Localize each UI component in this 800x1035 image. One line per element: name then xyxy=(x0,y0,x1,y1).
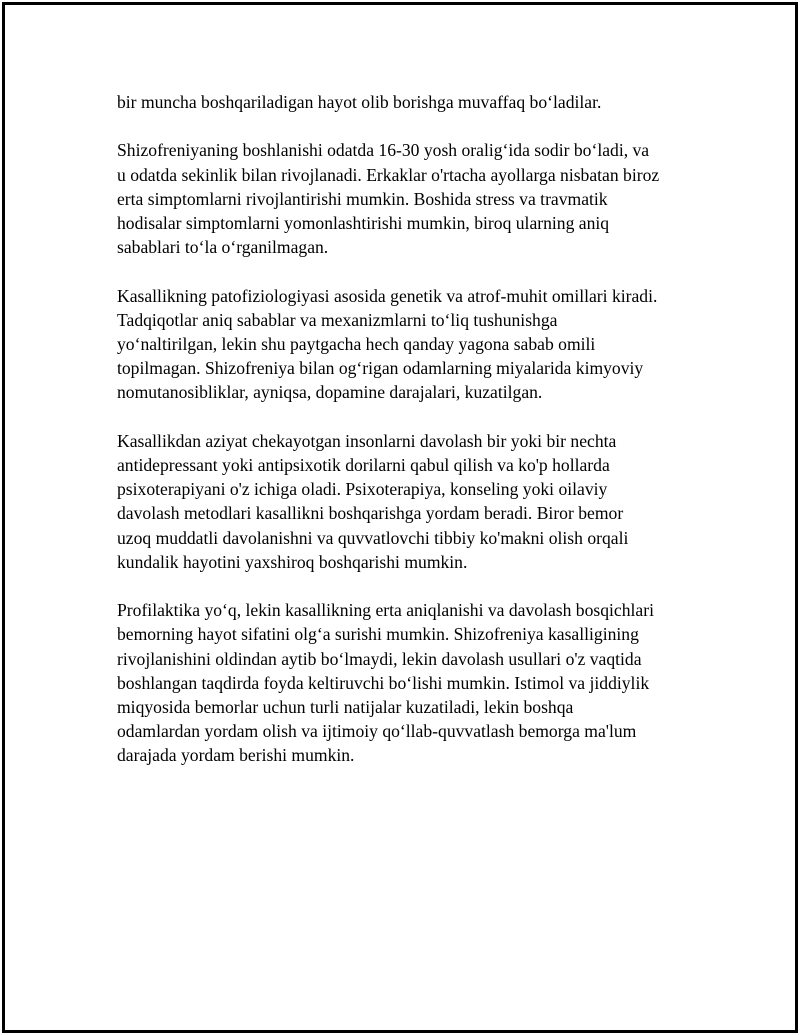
paragraph-5: Profilaktika yo‘q, lekin kasallikning erta aniqlanishi va davolash bosqichlari bemorning hayot sifatini olg‘a surishi mumkin. Shizofreniya kasalligining rivojlanishini oldindan aytib bo‘lmaydi, lekin davolash usullari o'z vaqtida boshlangan taqdirda foyda keltiruvchi bo‘lishi mumkin. Istimol va jiddiylik miqyosida bemorlar uchun turli natijalar kuzatiladi, lekin boshqa odamlardan yordam olish va ijtimoiy qo‘llab-quvvatlash bemorga ma'lum darajada yordam berishi mumkin. xyxy=(117,600,654,766)
document-body xyxy=(117,90,697,792)
paragraph-2: Shizofreniyaning boshlanishi odatda 16-30 yosh oralig‘ida sodir bo‘ladi, va u odatda sekinlik bilan rivojlanadi. Erkaklar o'rtacha ayollarga nisbatan biroz erta simptomlarni rivojlantirishi mumkin. Boshida stress va travmatik hodisalar simptomlarni yomonlashtirishi mumkin, biroq ularning aniq sabablari to‘la o‘rganilmagan. xyxy=(117,140,660,258)
paragraph-1: bir muncha boshqariladigan hayot olib borishga muvaffaq bo‘ladilar. xyxy=(117,92,602,112)
paragraph-3: Kasallikning patofiziologiyasi asosida genetik va atrof-muhit omillari kiradi. Tadqiqotlar aniq sabablar va mexanizmlarni to‘liq tushunishga yo‘naltirilgan, lekin shu paytgacha hech qanday yagona sabab omili topilmagan. Shizofreniya bilan og‘rigan odamlarning miyalarida kimyoviy nomutanosibliklar, ayniqsa, dopamine darajalari, kuzatilgan. xyxy=(117,285,658,403)
paragraph-4: Kasallikdan aziyat chekayotgan insonlarni davolash bir yoki bir nechta antidepressant yoki antipsixotik dorilarni qabul qilish va ko'p hollarda psixoterapiyani o'z ichiga oladi. Psixoterapiya, konseling yoki oilaviy davolash metodlari kasallikni boshqarishga yordam beradi. Biror bemor uzoq muddatli davolanishni va quvvatlovchi tibbiy ko'makni olish orqali kundalik hayotini yaxshiroq boshqarishi mumkin. xyxy=(117,430,629,572)
